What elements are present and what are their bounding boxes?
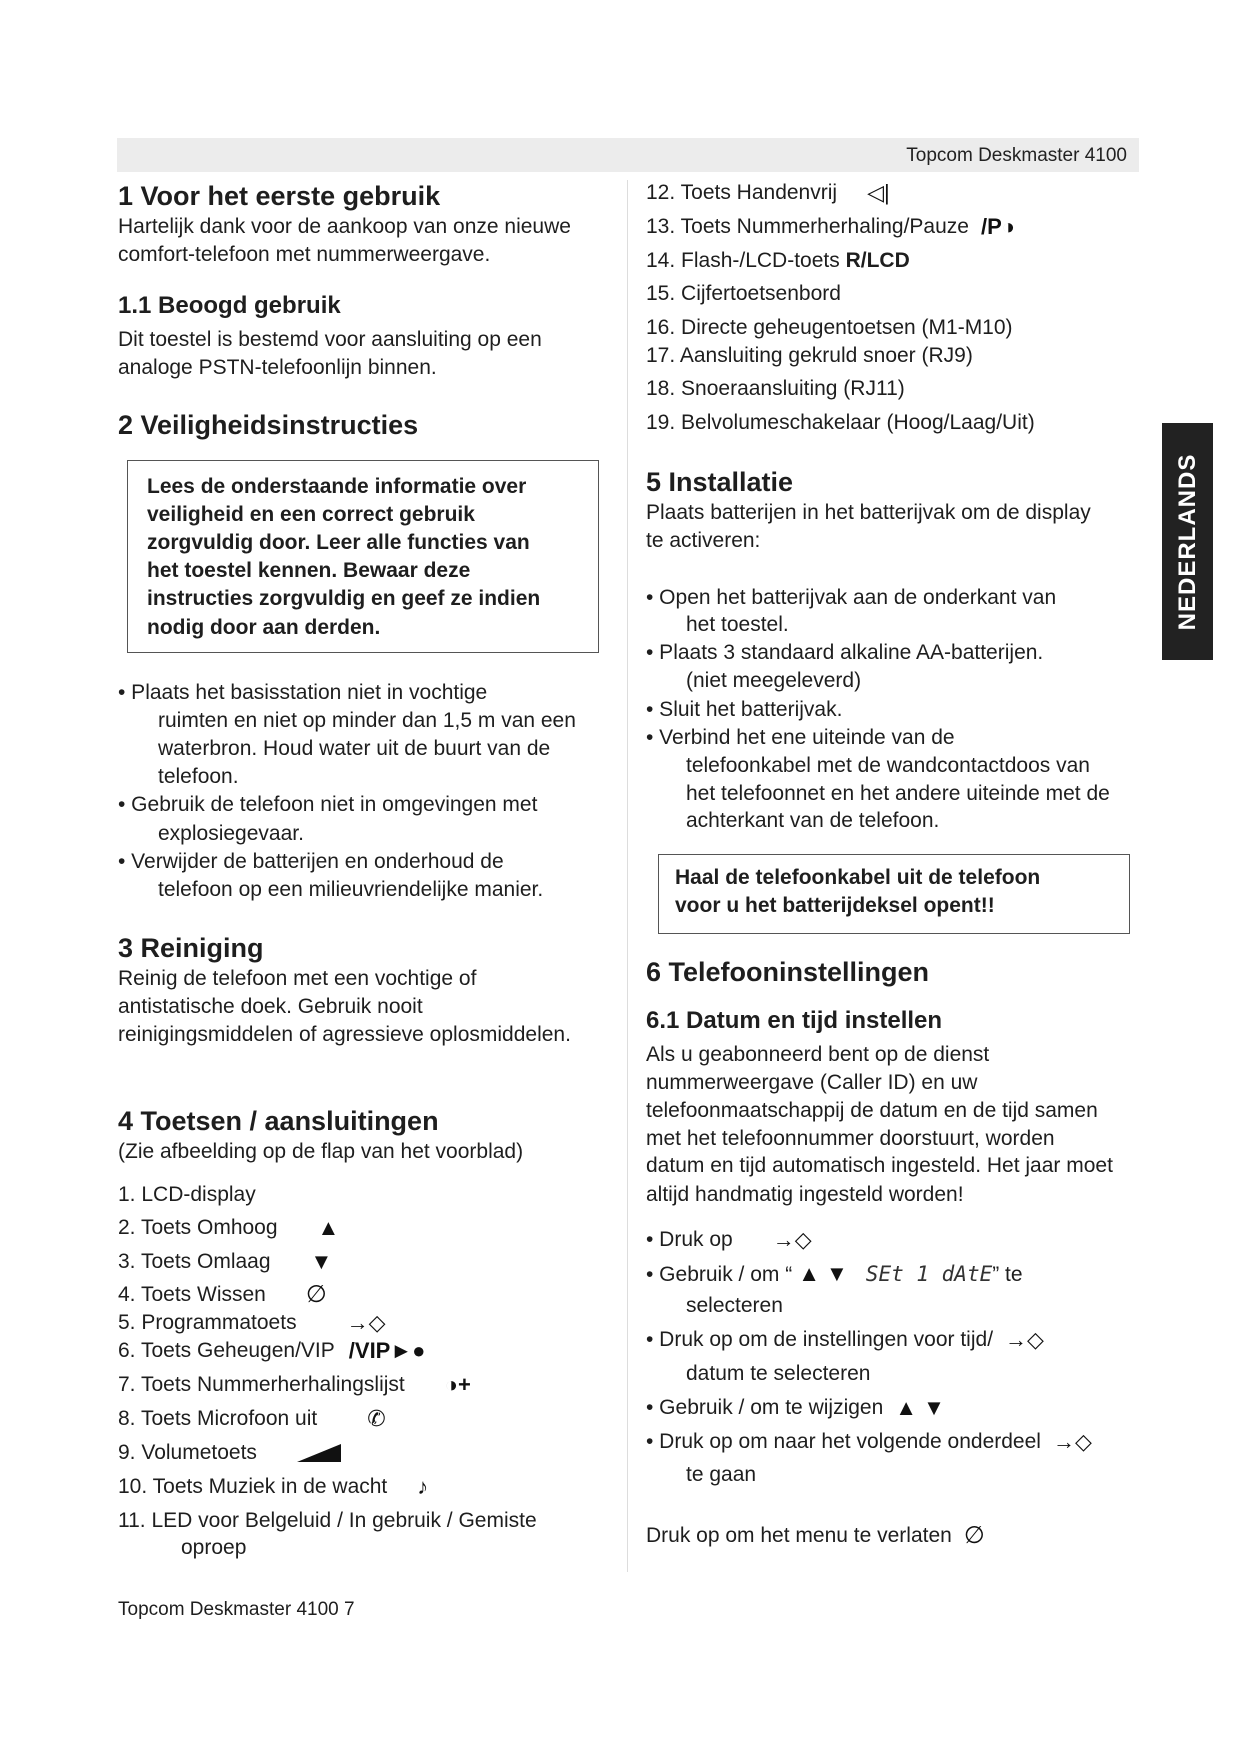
key-item: oproep <box>181 1536 247 1559</box>
key-item <box>118 1309 386 1337</box>
text-line: comfort-telefoon met nummerweergave. <box>118 243 491 266</box>
language-tab <box>1162 423 1213 660</box>
vip-label: /VIP <box>348 1338 391 1363</box>
key-item: 15. Cijfertoetsenbord <box>646 282 841 305</box>
key-item-label: 8. Toets Microfoon uit <box>118 1407 318 1430</box>
bullet-line: (niet meegeleverd) <box>686 669 862 692</box>
music-note-icon: ♪ <box>417 1474 429 1499</box>
step-line <box>646 1394 945 1422</box>
text-line: Reinig de telefoon met een vochtige of <box>118 967 477 990</box>
step-line: selecteren <box>686 1294 783 1317</box>
step-text: • Gebruik / om te wijzigen <box>646 1396 884 1419</box>
warning-line: voor u het batterijdeksel opent!! <box>675 894 995 917</box>
bullet-line: achterkant van de telefoon. <box>686 809 940 832</box>
speaker-icon: ◁| <box>867 180 890 205</box>
pause-label: /P <box>980 214 1002 239</box>
bullet-line: het telefoonnet en het andere uiteinde met de <box>686 782 1110 805</box>
key-item <box>118 1439 341 1467</box>
warning-line: Haal de telefoonkabel uit de telefoon <box>675 866 1041 889</box>
section-1-1-title: 1.1 Beoogd gebruik <box>118 292 341 319</box>
key-item <box>118 1405 386 1433</box>
step-line <box>646 1260 1023 1289</box>
pause-icon: /P◑ <box>980 214 1016 239</box>
arrow-down-icon: ▼ <box>310 1249 333 1274</box>
notice-line: veiligheid en een correct gebruik <box>147 503 475 526</box>
section-2-title: 2 Veiligheidsinstructies <box>118 410 419 440</box>
vip-icon: /VIP►● <box>348 1338 426 1363</box>
key-item-label: 12. Toets Handenvrij <box>646 181 838 204</box>
text-line: altijd handmatig ingesteld worden! <box>646 1183 964 1206</box>
key-item-label: 3. Toets Omlaag <box>118 1250 271 1273</box>
program-icon: →◇ <box>1052 1429 1092 1454</box>
key-item: 11. LED voor Belgeluid / In gebruik / Gemiste <box>118 1509 537 1532</box>
bullet-line: • Plaats 3 standaard alkaline AA-batterijen. <box>646 641 1044 664</box>
key-item: 18. Snoeraansluiting (RJ11) <box>646 377 905 400</box>
notice-line: instructies zorgvuldig en geef ze indien <box>147 587 541 610</box>
key-item: 19. Belvolumeschakelaar (Hoog/Laag/Uit) <box>646 411 1035 434</box>
text-line: antistatische doek. Gebruik nooit <box>118 995 423 1018</box>
bullet-line: • Sluit het batterijvak. <box>646 698 843 721</box>
rlcd-label: R/LCD <box>845 249 910 272</box>
program-icon: →◇ <box>346 1310 386 1335</box>
text-line: Hartelijk dank voor de aankoop van onze nieuwe <box>118 215 571 238</box>
key-item: 1. LCD-display <box>118 1183 256 1206</box>
key-item: 16. Directe geheugentoetsen (M1-M10) <box>646 316 1013 339</box>
page-footer: Topcom Deskmaster 4100 7 <box>118 1599 355 1620</box>
text-line: te activeren: <box>646 529 761 552</box>
bullet-line: • Open het batterijvak aan de onderkant van <box>646 586 1057 609</box>
step-text: • Druk op om naar het volgende onderdeel <box>646 1430 1041 1453</box>
section-6-title: 6 Telefooninstellingen <box>646 957 930 987</box>
step-line: datum te selecteren <box>686 1362 871 1385</box>
lcd-display-text: SEt 1 dAtE <box>865 1262 993 1286</box>
key-item-label: 4. Toets Wissen <box>118 1283 266 1306</box>
volume-icon <box>297 1444 341 1462</box>
key-item <box>118 1337 425 1365</box>
key-item-label: 5. Programmatoets <box>118 1311 297 1334</box>
section-4-subtitle: (Zie afbeelding op de flap van het voorblad) <box>118 1140 524 1163</box>
key-item <box>118 1214 339 1242</box>
text-line: met het telefoonnummer doorstuurt, worden <box>646 1127 1055 1150</box>
key-item <box>118 1281 327 1309</box>
key-item-label: 6. Toets Geheugen/VIP <box>118 1339 335 1362</box>
arrow-down-icon: ▼ <box>826 1261 848 1286</box>
section-3-title: 3 Reiniging <box>118 933 264 963</box>
page-header <box>117 138 1139 172</box>
step-text: • Druk op <box>646 1228 733 1251</box>
arrow-up-icon: ▲ <box>798 1261 821 1286</box>
key-item-label: 10. Toets Muziek in de wacht <box>118 1475 388 1498</box>
bullet-line: telefoonkabel met de wandcontactdoos van <box>686 754 1090 777</box>
bullet-line: • Gebruik de telefoon niet in omgevingen met <box>118 793 538 816</box>
program-icon: →◇ <box>1005 1327 1044 1352</box>
bullet-line: • Plaats het basisstation niet in vochtige <box>118 681 488 704</box>
language-tab-label: NEDERLANDS <box>1173 453 1201 630</box>
key-item <box>118 1473 428 1501</box>
delete-icon: ∅ <box>305 1281 327 1308</box>
key-item <box>646 213 1015 241</box>
notice-line: Lees de onderstaande informatie over <box>147 475 527 498</box>
key-item <box>118 1371 471 1399</box>
header-title: Topcom Deskmaster 4100 <box>906 145 1127 166</box>
exit-instruction <box>646 1522 985 1550</box>
column-divider <box>627 180 628 1572</box>
text-line: reinigingsmiddelen of agressieve oplosmiddelen. <box>118 1023 571 1046</box>
key-item <box>118 1248 332 1276</box>
text-line: datum en tijd automatisch ingesteld. Het jaar moet <box>646 1154 1113 1177</box>
mute-microphone-icon: ✆ <box>367 1406 386 1431</box>
bullet-line: • Verwijder de batterijen en onderhoud de <box>118 850 504 873</box>
section-6-1-title: 6.1 Datum en tijd instellen <box>646 1007 943 1034</box>
text-line: telefoonmaatschappij de datum en de tijd samen <box>646 1099 1098 1122</box>
notice-line: het toestel kennen. Bewaar deze <box>147 559 471 582</box>
program-icon: →◇ <box>772 1227 812 1252</box>
step-line <box>646 1428 1092 1456</box>
key-item-label: 9. Volumetoets <box>118 1441 257 1464</box>
text-line: nummerweergave (Caller ID) en uw <box>646 1071 978 1094</box>
step-text: • Druk op om de instellingen voor tijd/ <box>646 1328 994 1351</box>
arrow-up-icon: ▲ <box>895 1395 918 1420</box>
bullet-line: telefoon. <box>158 765 239 788</box>
key-item-label: 7. Toets Nummerherhalingslijst <box>118 1373 405 1396</box>
key-item-label: 13. Toets Nummerherhaling/Pauze <box>646 215 969 238</box>
key-item <box>646 179 890 207</box>
arrow-up-icon: ▲ <box>317 1215 340 1240</box>
text-line: Als u geabonneerd bent op de dienst <box>646 1043 990 1066</box>
text-line: Dit toestel is bestemd voor aansluiting op een <box>118 328 542 351</box>
redial-list-icon: ◑+ <box>444 1372 471 1397</box>
bullet-line: waterbron. Houd water uit de buurt van de <box>158 737 551 760</box>
section-1-title: 1 Voor het eerste gebruik <box>118 181 441 211</box>
text-line: analoge PSTN-telefoonlijn binnen. <box>118 356 437 379</box>
section-5-title: 5 Installatie <box>646 467 794 497</box>
step-text: • Gebruik / om “ <box>646 1263 793 1286</box>
delete-icon: ∅ <box>963 1522 985 1549</box>
bullet-line: het toestel. <box>686 613 789 636</box>
bullet-line: • Verbind het ene uiteinde van de <box>646 726 955 749</box>
arrow-down-icon: ▼ <box>923 1395 945 1420</box>
notice-line: nodig door aan derden. <box>147 616 381 639</box>
step-line <box>646 1226 812 1254</box>
bullet-line: ruimten en niet op minder dan 1,5 m van een <box>158 709 576 732</box>
notice-line: zorgvuldig door. Leer alle functies van <box>147 531 530 554</box>
text-line: Plaats batterijen in het batterijvak om de display <box>646 501 1091 524</box>
key-item <box>646 247 910 275</box>
step-text: ” te <box>992 1263 1023 1286</box>
section-4-title: 4 Toetsen / aansluitingen <box>118 1106 439 1136</box>
step-line <box>646 1326 1044 1354</box>
exit-text: Druk op om het menu te verlaten <box>646 1524 952 1547</box>
key-item: 17. Aansluiting gekruld snoer (RJ9) <box>646 344 973 367</box>
key-item-label: 14. Flash-/LCD-toets <box>646 249 846 272</box>
bullet-line: telefoon op een milieuvriendelijke manier. <box>158 878 544 901</box>
bullet-line: explosiegevaar. <box>158 822 304 845</box>
key-item-label: 2. Toets Omhoog <box>118 1216 278 1239</box>
step-line: te gaan <box>686 1463 757 1486</box>
